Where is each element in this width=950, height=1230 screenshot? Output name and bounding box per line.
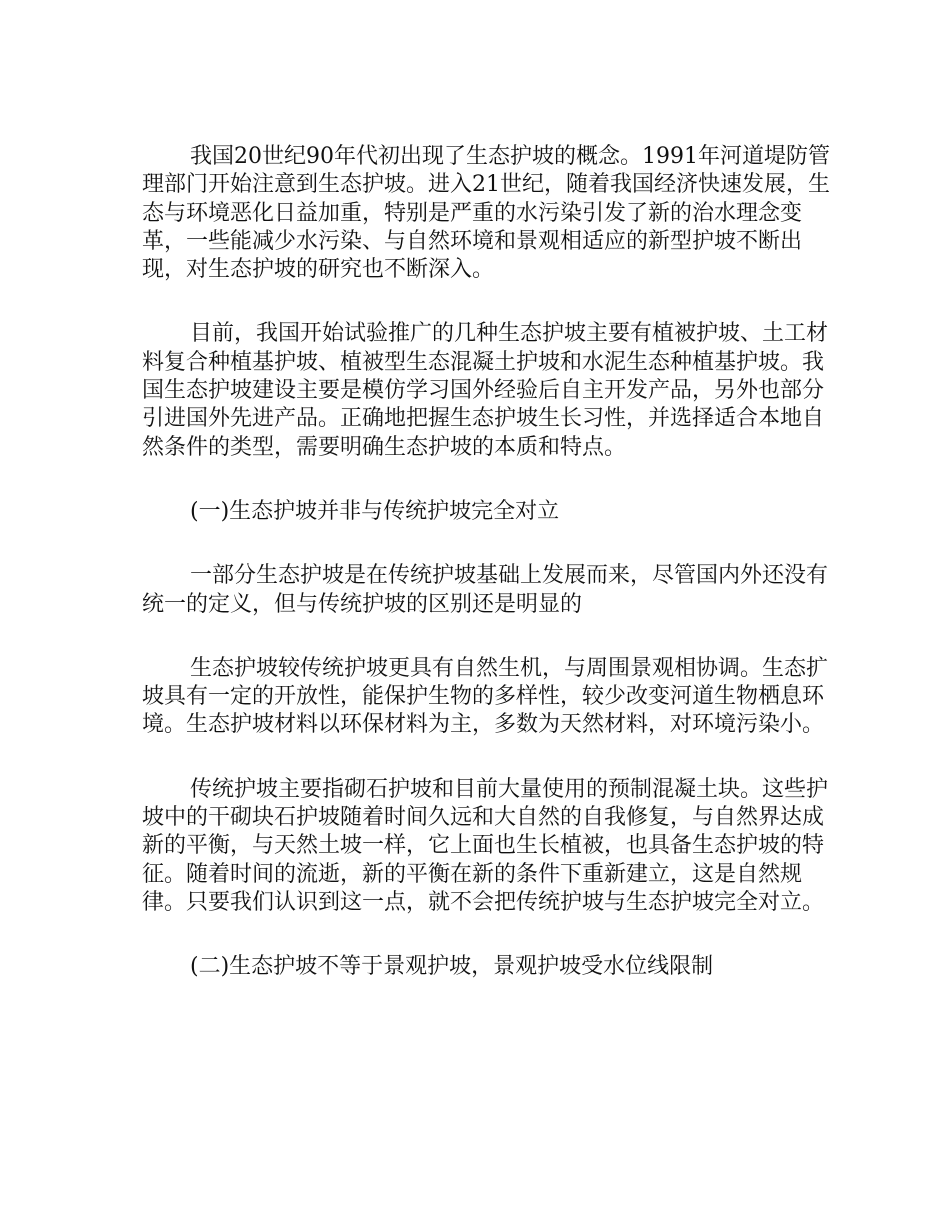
paragraph-history: 我国20世纪90年代初出现了生态护坡的概念。1991年河道堤防管理部门开始注意到生态护坡。进入21世纪，随着我国经济快速发展，生态与环境恶化日益加重，特别是严重的水污染引发了新的治水理念变革，一些能减少水污染、与自然环境和景观相适应的新型护坡不断出现，对生态护坡的研究也不断深入。	[142, 144, 830, 283]
paragraph-ecological-features: 生态护坡较传统护坡更具有自然生机，与周围景观相协调。生态扩坡具有一定的开放性，能保护生物的多样性，较少改变河道生物栖息环境。生态护坡材料以环保材料为主，多数为天然材料，对环境污染小。	[142, 655, 829, 738]
section-heading-2: (二)生态护坡不等于景观护坡，景观护坡受水位线限制	[190, 954, 714, 980]
paragraph-traditional-slopes: 传统护坡主要指砌石护坡和目前大量使用的预制混凝土块。这些护坡中的干砌块石护坡随着时间久远和大自然的自我修复，与自然界达成新的平衡，与天然土坡一样，它上面也生长植被，也具备生态护坡的特征。随着时间的流逝，新的平衡在新的条件下重新建立，这是自然规律。只要我们认识到这一点，就不会把传统护坡与生态护坡完全对立。	[142, 776, 829, 915]
section-heading-1: (一)生态护坡并非与传统护坡完全对立	[190, 498, 560, 524]
document-body	[142, 143, 832, 1018]
paragraph-current-types: 目前，我国开始试验推广的几种生态护坡主要有植被护坡、土工材料复合种植基护坡、植被型生态混凝土护坡和水泥生态种植基护坡。我国生态护坡建设主要是模仿学习国外经验后自主开发产品，另外也部分引进国外先进产品。正确地把握生态护坡生长习性，并选择适合本地自然条件的类型，需要明确生态护坡的本质和特点。	[142, 321, 829, 460]
paragraph-origin: 一部分生态护坡是在传统护坡基础上发展而来，尽管国内外还没有统一的定义，但与传统护坡的区别还是明显的	[142, 563, 829, 617]
